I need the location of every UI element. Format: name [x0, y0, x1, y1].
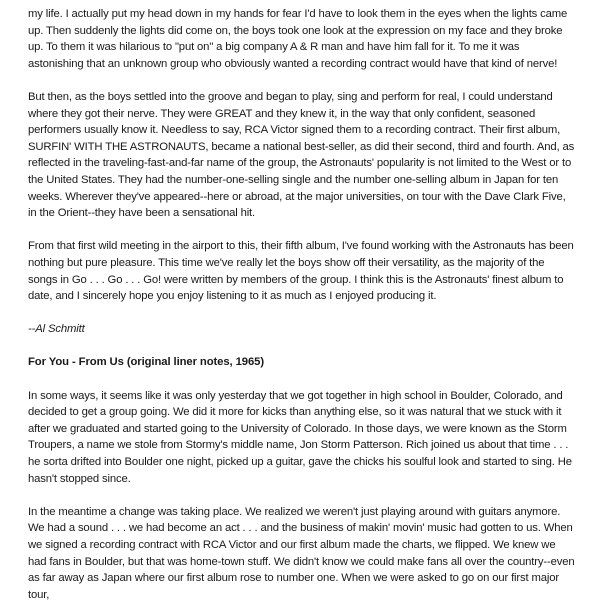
- continuation-paragraph: my life. I actually put my head down in my hands for fear I'd have to look them in the eyes when the lights came up. Then suddenly the lights did come on, the boys took one look at the expression on my face and they broke up. To them it was hilarious to "put on" a big company A & R man and have him fall for it. To me it was astonishing that an unknown group who obviously wanted a recording contract would have that kind of nerve!: [28, 8, 568, 70]
- change-paragraph: In the meantime a change was taking place. We realized we weren't just playing around with guitars anymore. We had a sound . . . we had become an act . . . and the business of makin' movin' music had gotten to us. When we signed a recording contract with RCA Victor and our first album made the charts, we flipped. We knew we had fans in Boulder, but that was home-town stuff. We didn't know we could make fans all over the country--even as far away as Japan where our first album rose to number one. When we were asked to go on our first major tour,: [28, 505, 575, 601]
- fifth-album-paragraph: From that first wild meeting in the airport to this, their fifth album, I've found working with the Astronauts has been nothing but pure pleasure. This time we've really let the boys show off their versatility, as the majority of the songs in Go . . . Go . . . Go! were written by members of the group. I think this is the Astronauts' finest album to date, and I sincerely hope you enjoy listening to it as much as I enjoyed producing it.: [28, 240, 574, 303]
- recording-contract-paragraph: But then, as the boys settled into the groove and began to play, sing and perform for real, I could understand where they got their nerve. They were GREAT and they knew it, in the way that only confident, seasoned performers usually know it. Needless to say, RCA Victor signed them to a recording contract. Their first album, SURFIN' WITH THE ASTRONAUTS, became a national best-seller, as did their second, third and fourth. And, as reflected in the traveling-fast-and-far name of the group, the Astronauts' popularity is not limited to the West or to the United States. They had the number-one-selling single and the number one-selling album in Japan for ten weeks. Wherever they've appeared--here or abroad, at the major universities, on tour with the Dave Clark Five, in the Orient--they have been a sensational hit.: [28, 90, 575, 220]
- liner-notes-page: [28, 6, 576, 603]
- author-signature: --Al Schmitt: [28, 323, 85, 336]
- section-heading: For You - From Us (original liner notes, 1965): [28, 356, 265, 369]
- origins-paragraph: In some ways, it seems like it was only yesterday that we got together in high school in Boulder, Colorado, and decided to get a group going. We did it more for kicks than anything else, so it was natural that we stuck with it after we graduated and started going to the University of Colorado. In those days, we were known as the Storm Troupers, a name we stole from Stormy's middle name, Jon Storm Patterson. Rich joined us about that time . . . he sorta drifted into Boulder one night, picked up a guitar, gave the chicks his soulful look and started to sing. He hasn't stopped since.: [28, 389, 572, 485]
